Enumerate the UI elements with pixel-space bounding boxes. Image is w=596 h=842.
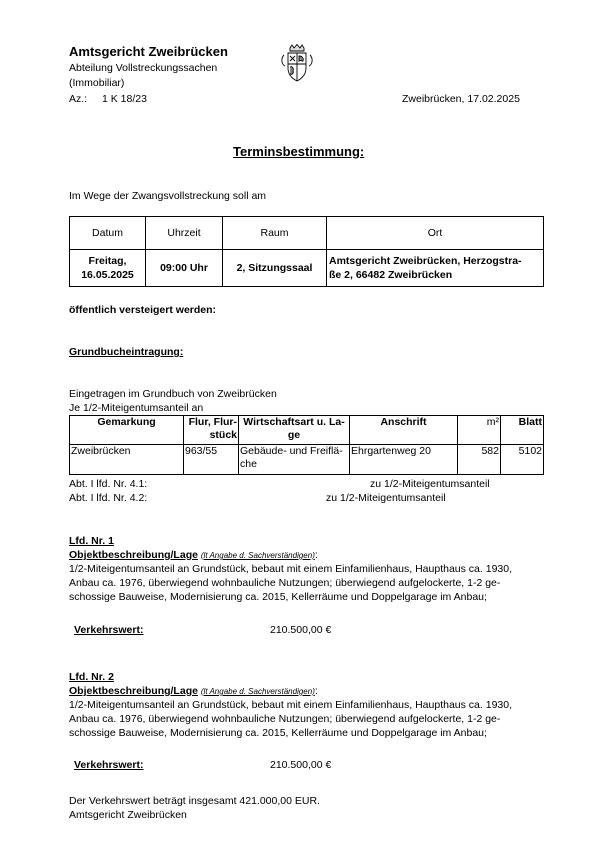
- footer-court-name: Amtsgericht Zweibrücken: [69, 809, 187, 821]
- abt-entry-1-label: Abt. I lfd. Nr. 4.1:: [69, 478, 148, 490]
- header-date: Datum: [70, 217, 146, 250]
- col-wirtschaftsart-line-2: ge: [287, 429, 301, 441]
- object-2-desc-heading: [69, 685, 318, 697]
- object-2-desc-colon: :: [314, 685, 318, 697]
- state-coat-of-arms-icon: [281, 44, 313, 84]
- intro-text: Im Wege der Zwangsvollstreckung soll am: [69, 190, 267, 202]
- object-1-desc-title: Objektbeschreibung/Lage: [69, 549, 198, 561]
- department-name: Abteilung Vollstreckungssachen: [69, 62, 218, 74]
- date-value: 16.05.2025: [81, 269, 134, 281]
- appointment-room: 2, Sitzungssaal: [223, 250, 327, 287]
- place-and-date: Zweibrücken, 17.02.2025: [402, 93, 520, 105]
- object-1-value-label: Verkehrswert:: [74, 624, 144, 636]
- col-wirtschaftsart-line-1: Wirtschaftsart u. La-: [243, 416, 345, 428]
- object-2-line-3: schossige Bauweise, Modernisierung ca. 2015, Kellerräume und Doppelgarage im Anbau;: [69, 727, 487, 739]
- object-1-desc-heading: [69, 549, 318, 561]
- appointment-header-row: [70, 217, 544, 250]
- date-weekday: Freitag,: [88, 255, 127, 267]
- land-register-table: [69, 415, 544, 475]
- abt-entry-2-value: zu 1/2-Miteigentumsanteil: [326, 492, 446, 504]
- object-1-desc-note: (lt Angabe d. Sachverständigen): [200, 551, 315, 560]
- object-1-line-3: schossige Bauweise, Modernisierung ca. 2015, Kellerräume und Doppelgarage im Anbau;: [69, 591, 487, 603]
- department-subject: (Immobiliar): [69, 77, 125, 89]
- object-2-value-label: Verkehrswert:: [74, 759, 144, 771]
- col-wirtschaftsart: [239, 416, 350, 445]
- object-2-desc-note: (lt Angabe d. Sachverständigen): [200, 687, 315, 696]
- object-1-line-2: Anbau ca. 1976, überwiegend wohnbauliche Nutzungen; überwiegend aufgelockerte, 1-2 ge-: [69, 577, 501, 589]
- appointment-place: [327, 250, 544, 287]
- grundbuch-heading: Grundbucheintragung:: [69, 346, 184, 358]
- cell-wirtschaftsart-line-2: che: [240, 458, 257, 470]
- cell-wirtschaftsart-line-1: Gebäude- und Freiflä-: [240, 445, 343, 457]
- grundbuch-line-2: Je 1/2-Miteigentumsanteil an: [69, 402, 204, 414]
- col-anschrift: Anschrift: [350, 416, 458, 445]
- total-value-text: Der Verkehrswert beträgt insgesamt 421.000,00 EUR.: [69, 795, 320, 807]
- col-m2: m²: [458, 416, 501, 445]
- object-2-value: 210.500,00 €: [270, 759, 332, 771]
- object-2-number: Lfd. Nr. 2: [69, 671, 114, 683]
- auction-text: öffentlich versteigert werden:: [69, 304, 217, 316]
- object-1-line-1: 1/2-Miteigentumsanteil an Grundstück, bebaut mit einem Einfamilienhaus, Haupthaus ca. 1930,: [69, 563, 512, 575]
- grundbuch-line-1: Eingetragen im Grundbuch von Zweibrücken: [69, 388, 277, 400]
- court-name: Amtsgericht Zweibrücken: [69, 44, 228, 59]
- cell-m2: 582: [458, 445, 501, 475]
- cell-blatt: 5102: [501, 445, 544, 475]
- col-gemarkung: Gemarkung: [70, 416, 184, 445]
- appointment-table: [69, 216, 544, 287]
- land-register-header-row: [70, 416, 544, 445]
- appointment-time: 09:00 Uhr: [146, 250, 223, 287]
- appointment-date: [70, 250, 146, 287]
- object-2-desc-title: Objektbeschreibung/Lage: [69, 685, 198, 697]
- col-flur-line-1: Flur, Flur-: [188, 416, 237, 428]
- object-1-desc-colon: :: [314, 549, 318, 561]
- cell-flur: 963/55: [184, 445, 239, 475]
- header-room: Raum: [223, 217, 327, 250]
- cell-anschrift: Ehrgartenweg 20: [350, 445, 458, 475]
- col-flur-line-2: stück: [209, 429, 237, 441]
- col-blatt: Blatt: [501, 416, 544, 445]
- appointment-value-row: [70, 250, 544, 287]
- object-2-line-2: Anbau ca. 1976, überwiegend wohnbauliche Nutzungen; überwiegend aufgelockerte, 1-2 ge-: [69, 713, 501, 725]
- cell-gemarkung: Zweibrücken: [70, 445, 184, 475]
- document-title: Terminsbestimmung:: [233, 144, 365, 159]
- place-line-2: ße 2, 66482 Zweibrücken: [329, 269, 453, 281]
- abt-entry-1-value: zu 1/2-Miteigentumsanteil: [370, 478, 490, 490]
- cell-wirtschaftsart: [239, 445, 350, 475]
- header-time: Uhrzeit: [146, 217, 223, 250]
- header-place: Ort: [327, 217, 544, 250]
- file-number: 1 K 18/23: [102, 93, 147, 105]
- place-line-1: Amtsgericht Zweibrücken, Herzogstra-: [329, 255, 522, 267]
- object-1-value: 210.500,00 €: [270, 624, 332, 636]
- table-row: [70, 445, 544, 475]
- abt-entry-2-label: Abt. I lfd. Nr. 4.2:: [69, 492, 148, 504]
- object-2-line-1: 1/2-Miteigentumsanteil an Grundstück, bebaut mit einem Einfamilienhaus, Haupthaus ca. 1930,: [69, 699, 512, 711]
- col-flur: [184, 416, 239, 445]
- object-1-number: Lfd. Nr. 1: [69, 535, 114, 547]
- file-number-label: Az.:: [69, 93, 88, 105]
